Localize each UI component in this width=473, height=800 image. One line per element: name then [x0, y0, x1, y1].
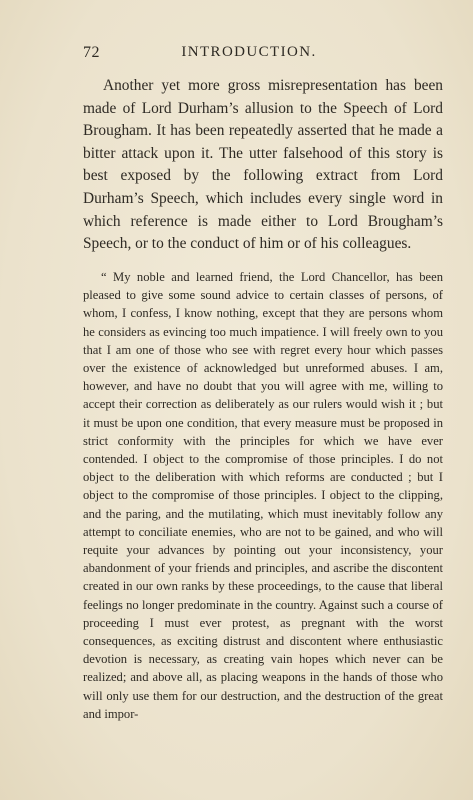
running-head: INTRODUCTION. — [181, 44, 317, 60]
quoted-speech-paragraph: “ My noble and learned friend, the Lord Chancellor, has been pleased to give some sound advice to certain classes of persons, of whom, I confess, I know nothing, except that they are persons whom he considers as evincing too much impatience. I will freely own to you that I am one of those who see with regret every hour which passes over the existence of acknowledged but unreformed abuses. I am, however, and have no doubt that you will agree with me, willing to accept their correction as deliberately as our rulers would wish it ; but it must be upon one condition, that every measure must be proposed in strict conformity with the principles for which we have ever contended. I object to the compromise of those principles. I do not object to the deliberation with which reforms are conducted ; but I object to the compromise of those principles. I object to the clipping, and the paring, and the mutilating, which must inevitably follow any attempt to conciliate enemies, who are not to be gained, and who will requite your advances by pointing out your inconsistency, your abandonment of your friends and principles, and ascribe the discontent created in our own ranks by these proceedings, to the cause that liberal feelings no longer predominate in the country. Against such a course of proceeding I must ever protest, as pregnant with the worst consequences, as exciting distrust and discontent where enthusiastic devotion is necessary, as creating vain hopes which never can be realized; and above all, as placing weapons in the hands of those who will only use them for our destruction, and the destruction of the great and impor- — [83, 270, 443, 721]
page-number: 72 — [83, 44, 100, 61]
intro-paragraph: Another yet more gross misrepresentation has been made of Lord Durham’s allusion to the Speech of Lord Brougham. It has been repeatedly asserted that he made a bitter attack upon it. The utter falsehood of this story is best exposed by the following extract from Lord Durham’s Speech, which includes every single word in which reference is made either to Lord Brougham’s Speech, or to the conduct of him or of his colleagues. — [83, 77, 443, 253]
page-header — [83, 44, 415, 68]
